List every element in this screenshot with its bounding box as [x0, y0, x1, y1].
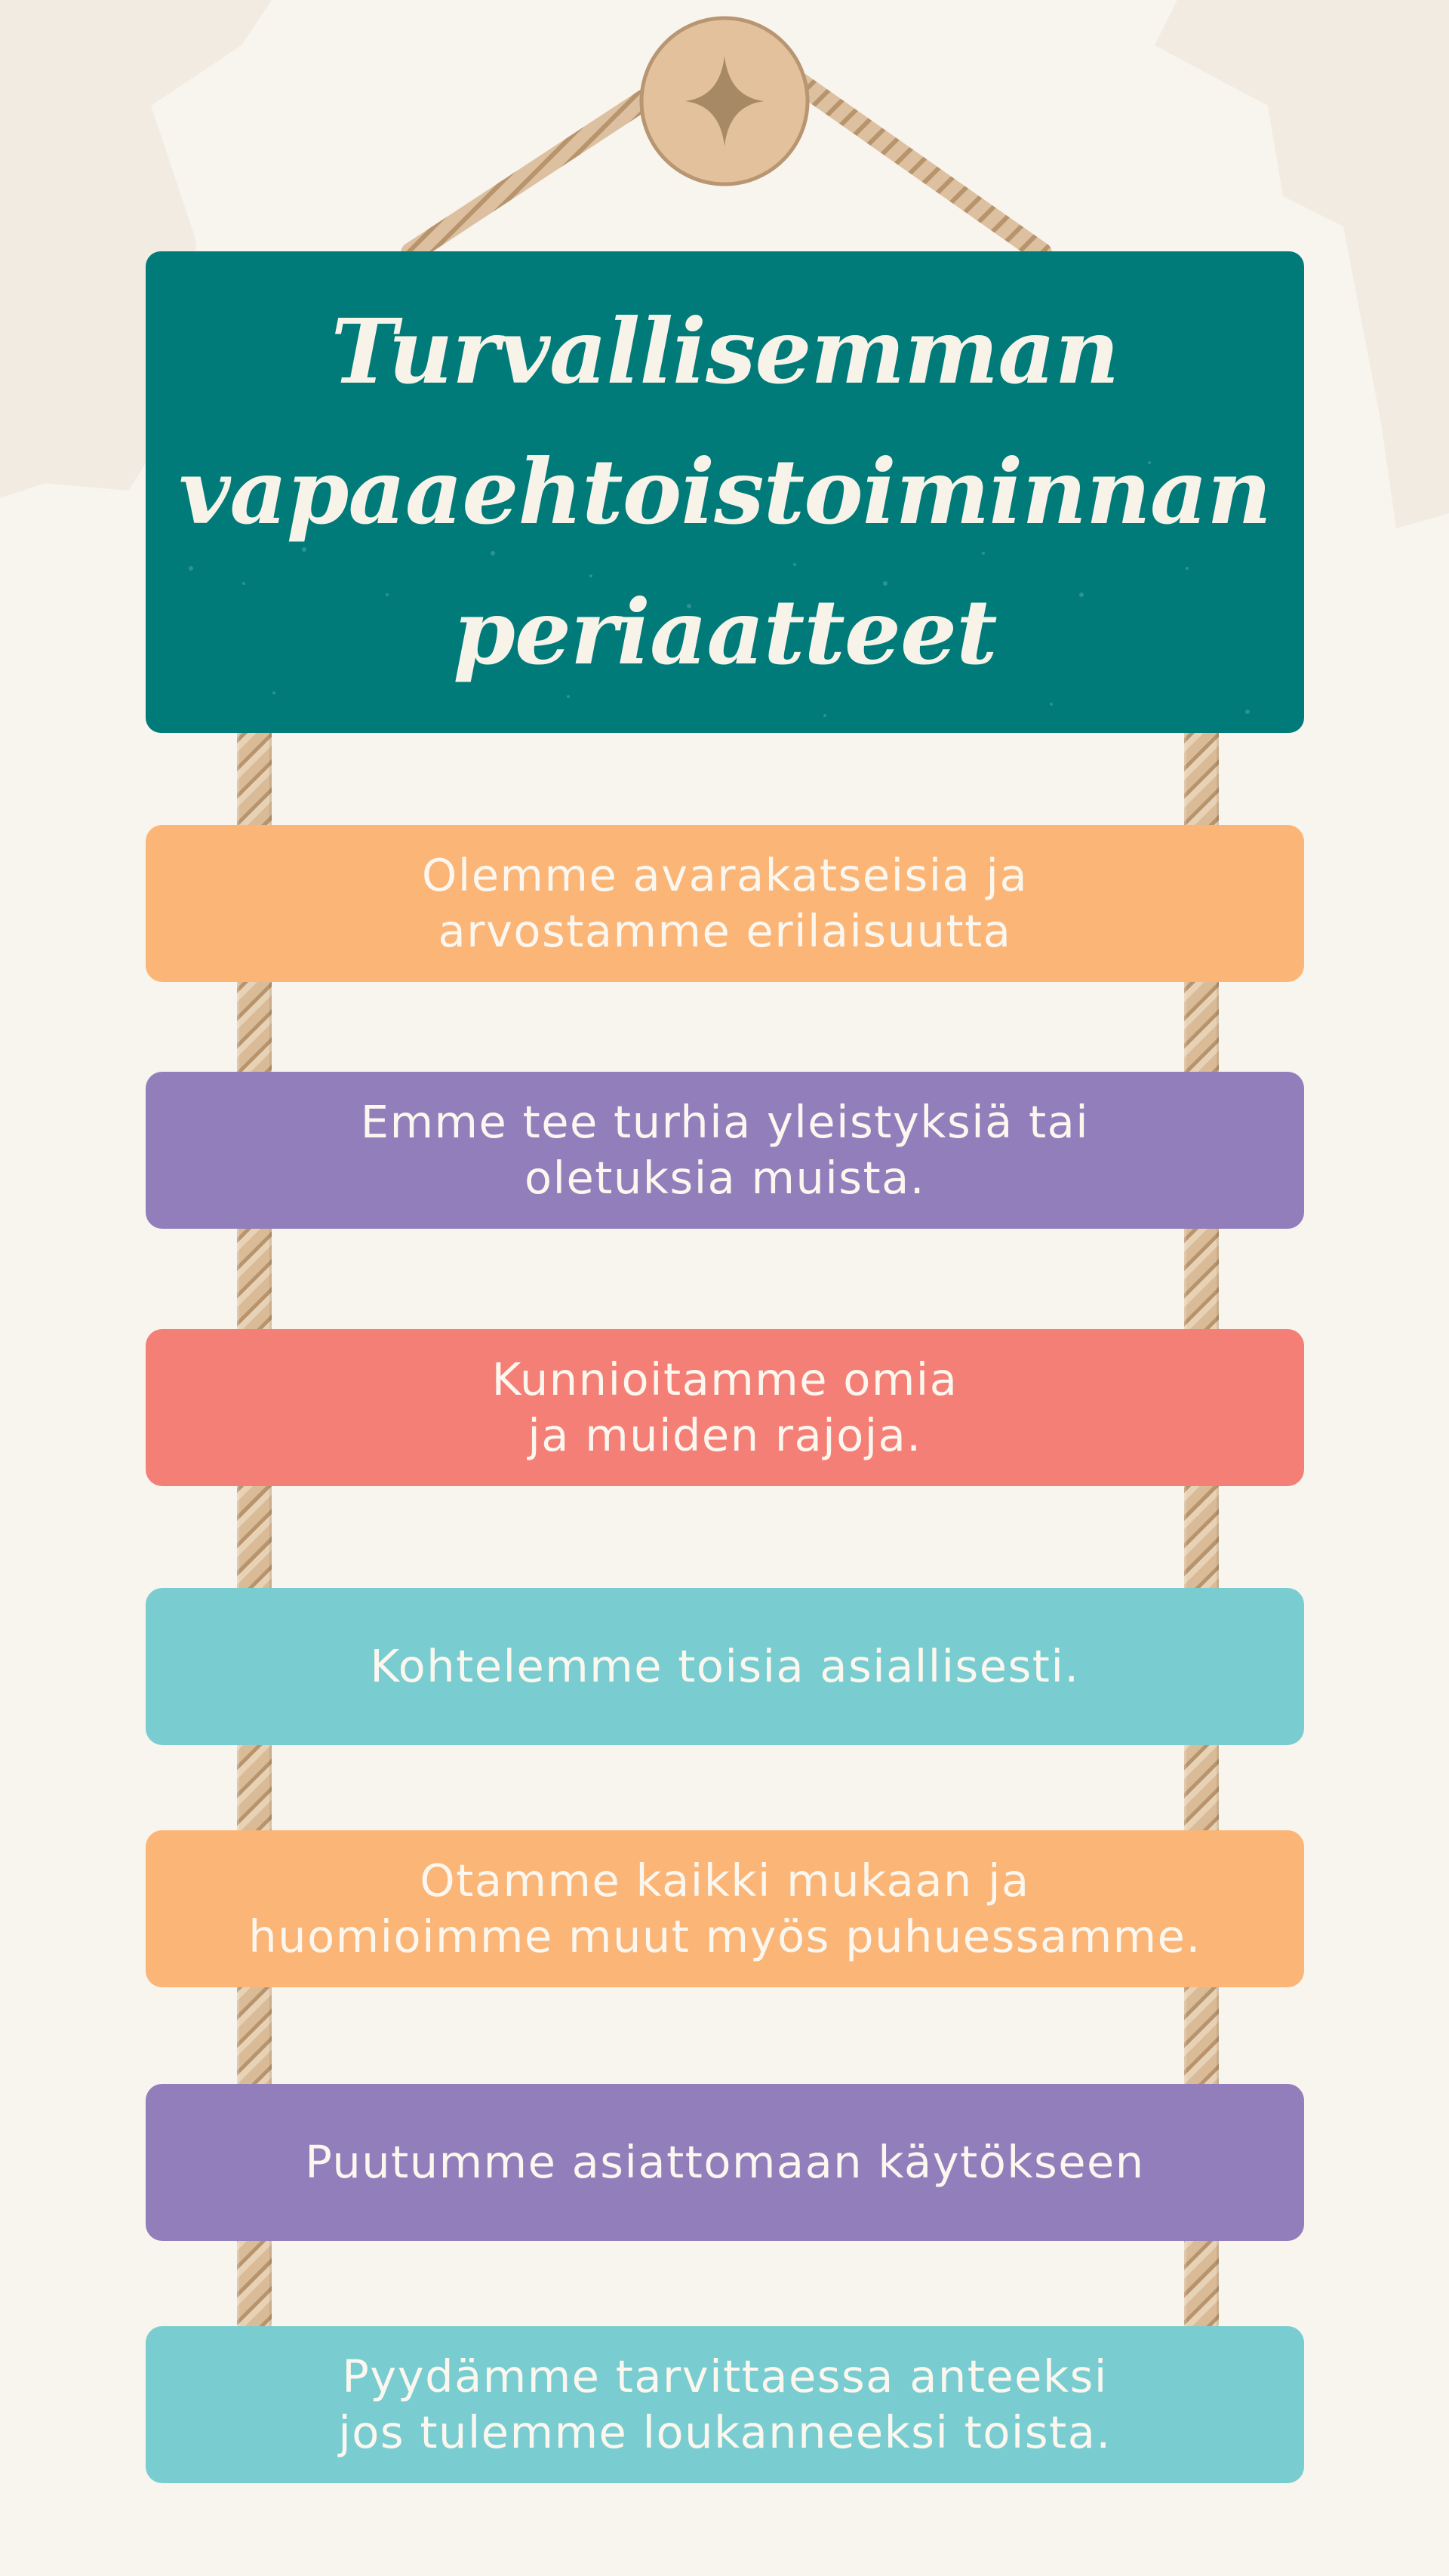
rung-board-3	[146, 1329, 1304, 1486]
rung-1-line-2: arvostamme erilaisuutta	[438, 905, 1012, 957]
rung-5-line-1: Otamme kaikki mukaan ja	[420, 1854, 1030, 1907]
rung-3-line-2: ja muiden rajoja.	[528, 1409, 922, 1461]
rung-7-line-2: jos tulemme loukanneeksi toista.	[338, 2406, 1112, 2458]
rung-board-2	[146, 1072, 1304, 1229]
rung-6-line-1: Puutumme asiattomaan käytökseen	[305, 2136, 1145, 2188]
rung-board-4	[146, 1588, 1304, 1745]
rung-4-line-1: Kohtelemme toisia asiallisesti.	[370, 1640, 1080, 1692]
rung-1-line-1: Olemme avarakatseisia ja	[421, 849, 1029, 901]
rung-board-6	[146, 2084, 1304, 2241]
rung-board-5	[146, 1830, 1304, 1987]
title-line-3: periaatteet	[453, 580, 997, 685]
rung-2-line-2: oletuksia muista.	[524, 1152, 926, 1204]
rung-board-7	[146, 2326, 1304, 2483]
rung-5-line-2: huomioimme muut myös puhuessamme.	[248, 1910, 1201, 1962]
hanger-medallion	[634, 11, 815, 192]
title-line-1: Turvallisemman	[331, 299, 1119, 404]
rung-3-line-1: Kunnioitamme omia	[491, 1353, 958, 1405]
rung-2-line-1: Emme tee turhia yleistyksiä tai	[360, 1096, 1090, 1148]
rung-7-line-1: Pyydämme tarvittaessa anteeksi	[342, 2350, 1108, 2402]
title-line-2: vapaaehtoistoiminnan	[178, 439, 1272, 544]
title-board	[146, 251, 1304, 733]
rung-board-1	[146, 825, 1304, 982]
